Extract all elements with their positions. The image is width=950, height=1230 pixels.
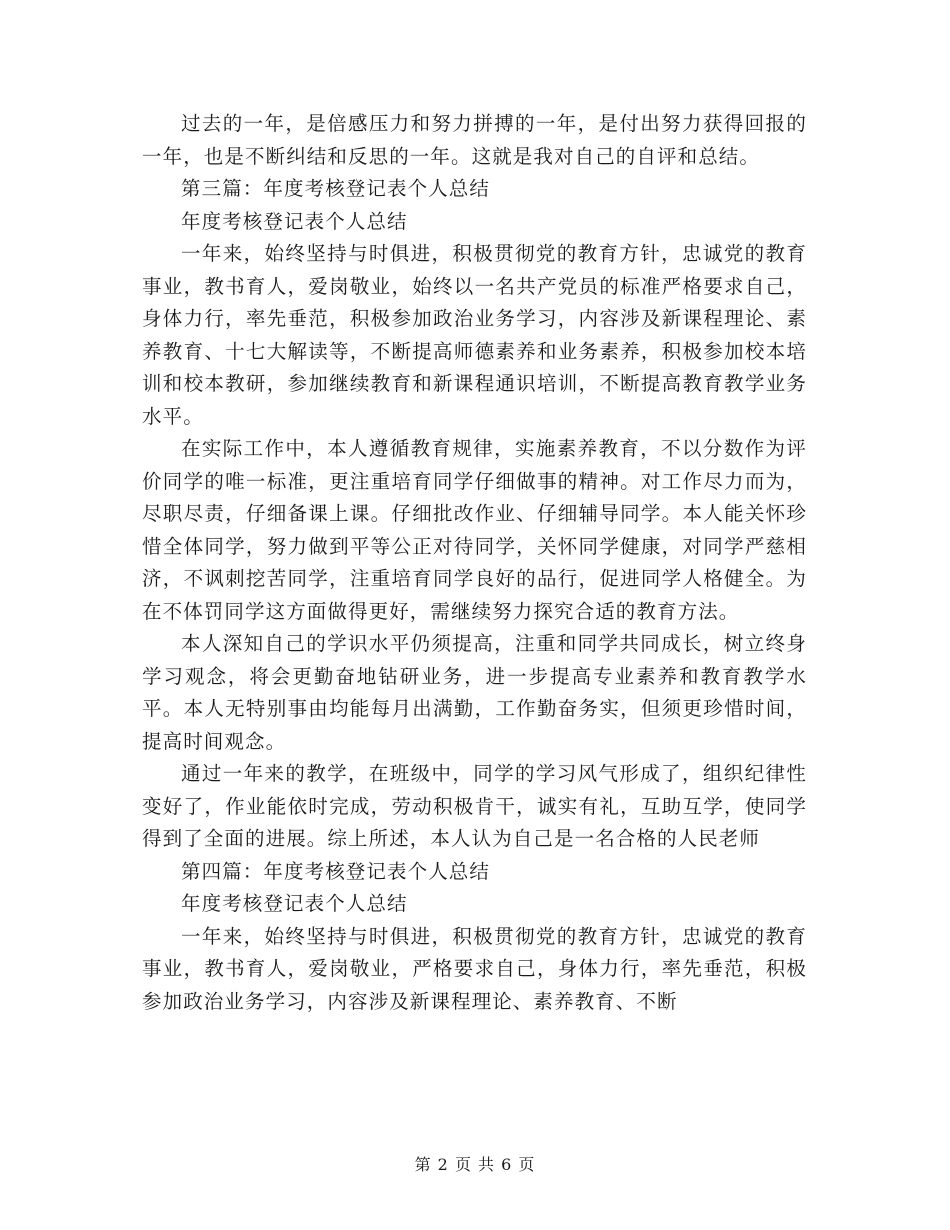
paragraph-self-improvement: 本人深知自己的学识水平仍须提高，注重和同学共同成长，树立终身学习观念，将会更勤奋地钻研业务，进一步提高专业素养和教育教学水平。本人无特别事由均能每月出满勤，工作勤奋务实，但须更珍惜时间，提高时间观念。 [142, 632, 807, 753]
section-heading-part-four: 第四篇：年度考核登记表个人总结 [181, 859, 491, 883]
paragraph-teaching-results: 通过一年来的教学，在班级中，同学的学习风气形成了，组织纪律性变好了，作业能依时完成，劳动积极肯干，诚实有礼，互助互学，使同学得到了全面的进展。综上所述，本人认为自己是一名合格的人民老师 [142, 762, 807, 850]
paragraph-summary-closing: 过去的一年，是倍感压力和努力拼搏的一年，是付出努力获得回报的一年，也是不断纠结和反思的一年。这就是我对自己的自评和总结。 [142, 112, 807, 168]
section-title-part-four: 年度考核登记表个人总结 [181, 892, 408, 915]
document-body [142, 108, 807, 1018]
paragraph-actual-work: 在实际工作中，本人遵循教育规律，实施素养教育，不以分数作为评价同学的唯一标准，更注重培育同学仔细做事的精神。对工作尽力而为，尽职尽责，仔细备课上课。仔细批改作业、仔细辅导同学。本人能关怀珍惜全体同学，努力做到平等公正对待同学，关怀同学健康，对同学严慈相济，不讽刺挖苦同学，注重培育同学良好的品行，促进同学人格健全。为在不体罚同学这方面做得更好，需继续努力探究合适的教育方法。 [142, 437, 807, 623]
section-title-part-three: 年度考核登记表个人总结 [181, 209, 408, 233]
page-number-footer: 第 2 页 共 6 页 [414, 1155, 536, 1174]
paragraph-political-study: 一年来，始终坚持与时俱进，积极贯彻党的教育方针，忠诚党的教育事业，教书育人，爱岗敬业，始终以一名共产党员的标准严格要求自己，身体力行，率先垂范，积极参加政治业务学习，内容涉及新课程理论、素养教育、十七大解读等，不断提高师德素养和业务素养，积极参加校本培训和校本教研，参加继续教育和新课程通识培训，不断提高教育教学业务水平。 [142, 242, 807, 428]
paragraph-part-four-intro: 一年来，始终坚持与时俱进，积极贯彻党的教育方针，忠诚党的教育事业，教书育人，爱岗敬业，严格要求自己，身体力行，率先垂范，积极参加政治业务学习，内容涉及新课程理论、素养教育、不断 [142, 924, 807, 1013]
section-heading-part-three: 第三篇：年度考核登记表个人总结 [181, 177, 491, 200]
